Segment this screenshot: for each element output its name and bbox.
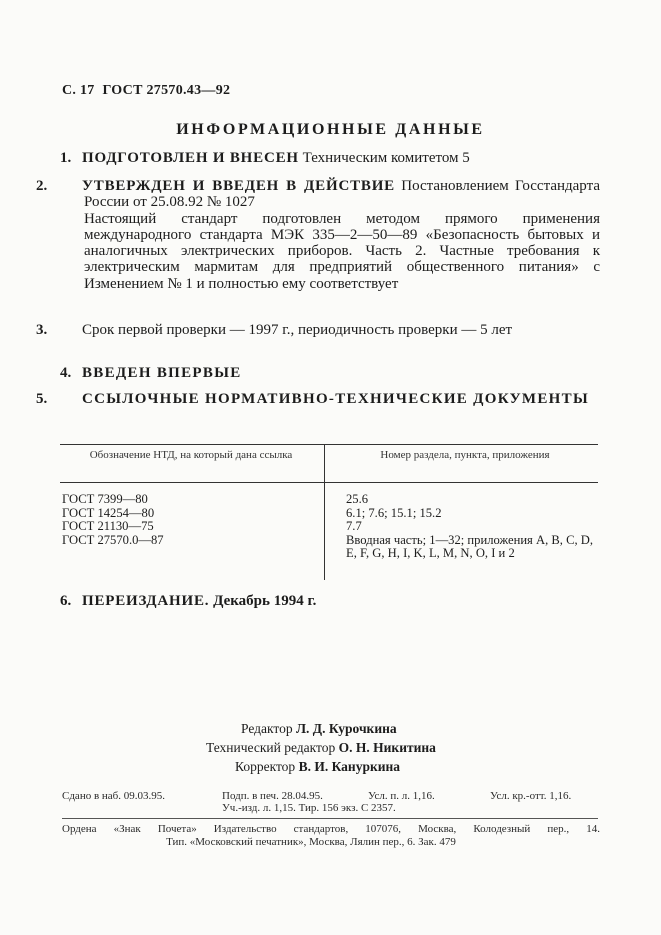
page-header (62, 83, 230, 99)
tech-editor-line (206, 738, 436, 757)
imprint-edition: Уч.-изд. л. 1,15. Тир. 156 экз. С 2357. (222, 802, 396, 814)
table-cell: ГОСТ 27570.0—87 (62, 532, 164, 547)
item-6-number: 6. (60, 593, 72, 609)
editor-line (241, 719, 397, 738)
corrector-line (235, 757, 400, 776)
table-col-designation (62, 493, 312, 547)
item-2-heading: УТВЕРЖДЕН И ВВЕДЕН В ДЕЙСТВИЕ (82, 178, 395, 194)
item-5-heading: ССЫЛОЧНЫЕ НОРМАТИВНО-ТЕХНИЧЕСКИЕ ДОКУМЕНТЫ (82, 391, 589, 407)
item-2-note: Настоящий стандарт подготовлен методом прямого применения международного стандарта МЭК 335—2—50—89 «Безопасность бытовых и аналогичных электрических приборов. Часть 2. Частные требования к электрическим мармитам для предприятий общественного питания» с Изменением № 1 и полностью ему соответствует (84, 210, 600, 292)
item-5-number: 5. (36, 391, 48, 407)
item-5 (36, 391, 600, 407)
editor-role: Редактор (241, 721, 293, 736)
table-cell: 6.1; 7.6; 15.1; 15.2 (346, 505, 442, 520)
item-4-heading: ВВЕДЕН ВПЕРВЫЕ (82, 365, 242, 381)
table-cell: Вводная часть; 1—32; приложения А, B, C, D, E, F, G, H, I, K, L, M, N, O, I и 2 (346, 532, 594, 560)
imprint-typeset-date: Сдано в наб. 09.03.95. (62, 790, 166, 802)
table-col-section (346, 493, 594, 561)
table-cell: 25.6 (346, 492, 369, 506)
imprint-color-prints: Усл. кр.-отт. 1,16. (490, 790, 572, 802)
table-column-divider (324, 444, 325, 580)
table-header-rule (60, 482, 598, 483)
item-6 (60, 593, 600, 609)
standard-number: ГОСТ 27570.43—92 (102, 83, 231, 98)
editor-name: Л. Д. Курочкина (295, 721, 397, 736)
item-4-number: 4. (60, 365, 72, 381)
item-6-heading: ПЕРЕИЗДАНИЕ. (82, 593, 210, 609)
corrector-role: Корректор (235, 759, 296, 774)
publisher-block (62, 823, 600, 849)
item-6-text: Декабрь 1994 г. (213, 593, 317, 609)
imprint-signed-date: Подп. в печ. 28.04.95. (222, 790, 323, 802)
table-cell: ГОСТ 14254—80 (62, 505, 155, 520)
item-2-text: Постановлением Госстандарта России от 25.08.92 № 1027 (84, 178, 600, 211)
corrector-name: В. И. Кануркина (298, 759, 401, 774)
printer-line: Тип. «Московский печатник», Москва, Лялин пер., 6. Зак. 479 (166, 836, 456, 848)
item-3-number: 3. (36, 322, 48, 338)
tech-editor-role: Технический редактор (206, 740, 336, 755)
table-header-designation: Обозначение НТД, на который дана ссылка (89, 449, 293, 461)
table-cell: ГОСТ 7399—80 (62, 492, 148, 506)
item-2 (36, 178, 600, 292)
item-3-text: Срок первой проверки — 1997 г., периодичность проверки — 5 лет (82, 322, 513, 338)
item-4 (60, 365, 600, 381)
section-title: ИНФОРМАЦИОННЫЕ ДАННЫЕ (176, 121, 485, 138)
item-1-text: Техническим комитетом 5 (302, 150, 470, 166)
imprint-print-sheets: Усл. п. л. 1,16. (368, 790, 435, 802)
table-cell: ГОСТ 21130—75 (62, 519, 154, 533)
item-1-heading: ПОДГОТОВЛЕН И ВНЕСЕН (82, 150, 299, 166)
item-3 (36, 322, 600, 338)
table-cell: 7.7 (346, 519, 362, 533)
imprint-divider (62, 818, 598, 819)
page-number: С. 17 (62, 83, 95, 98)
table-header-section: Номер раздела, пункта, приложения (380, 449, 550, 461)
item-2-number: 2. (36, 178, 48, 194)
item-1 (60, 150, 600, 166)
item-1-number: 1. (60, 150, 72, 166)
publisher-line: Ордена «Знак Почета» Издательство стандартов, 107076, Москва, Колодезный пер., 14. (62, 823, 600, 835)
reference-table (60, 444, 598, 580)
table-top-rule (60, 444, 598, 445)
tech-editor-name: О. Н. Никитина (338, 740, 436, 755)
